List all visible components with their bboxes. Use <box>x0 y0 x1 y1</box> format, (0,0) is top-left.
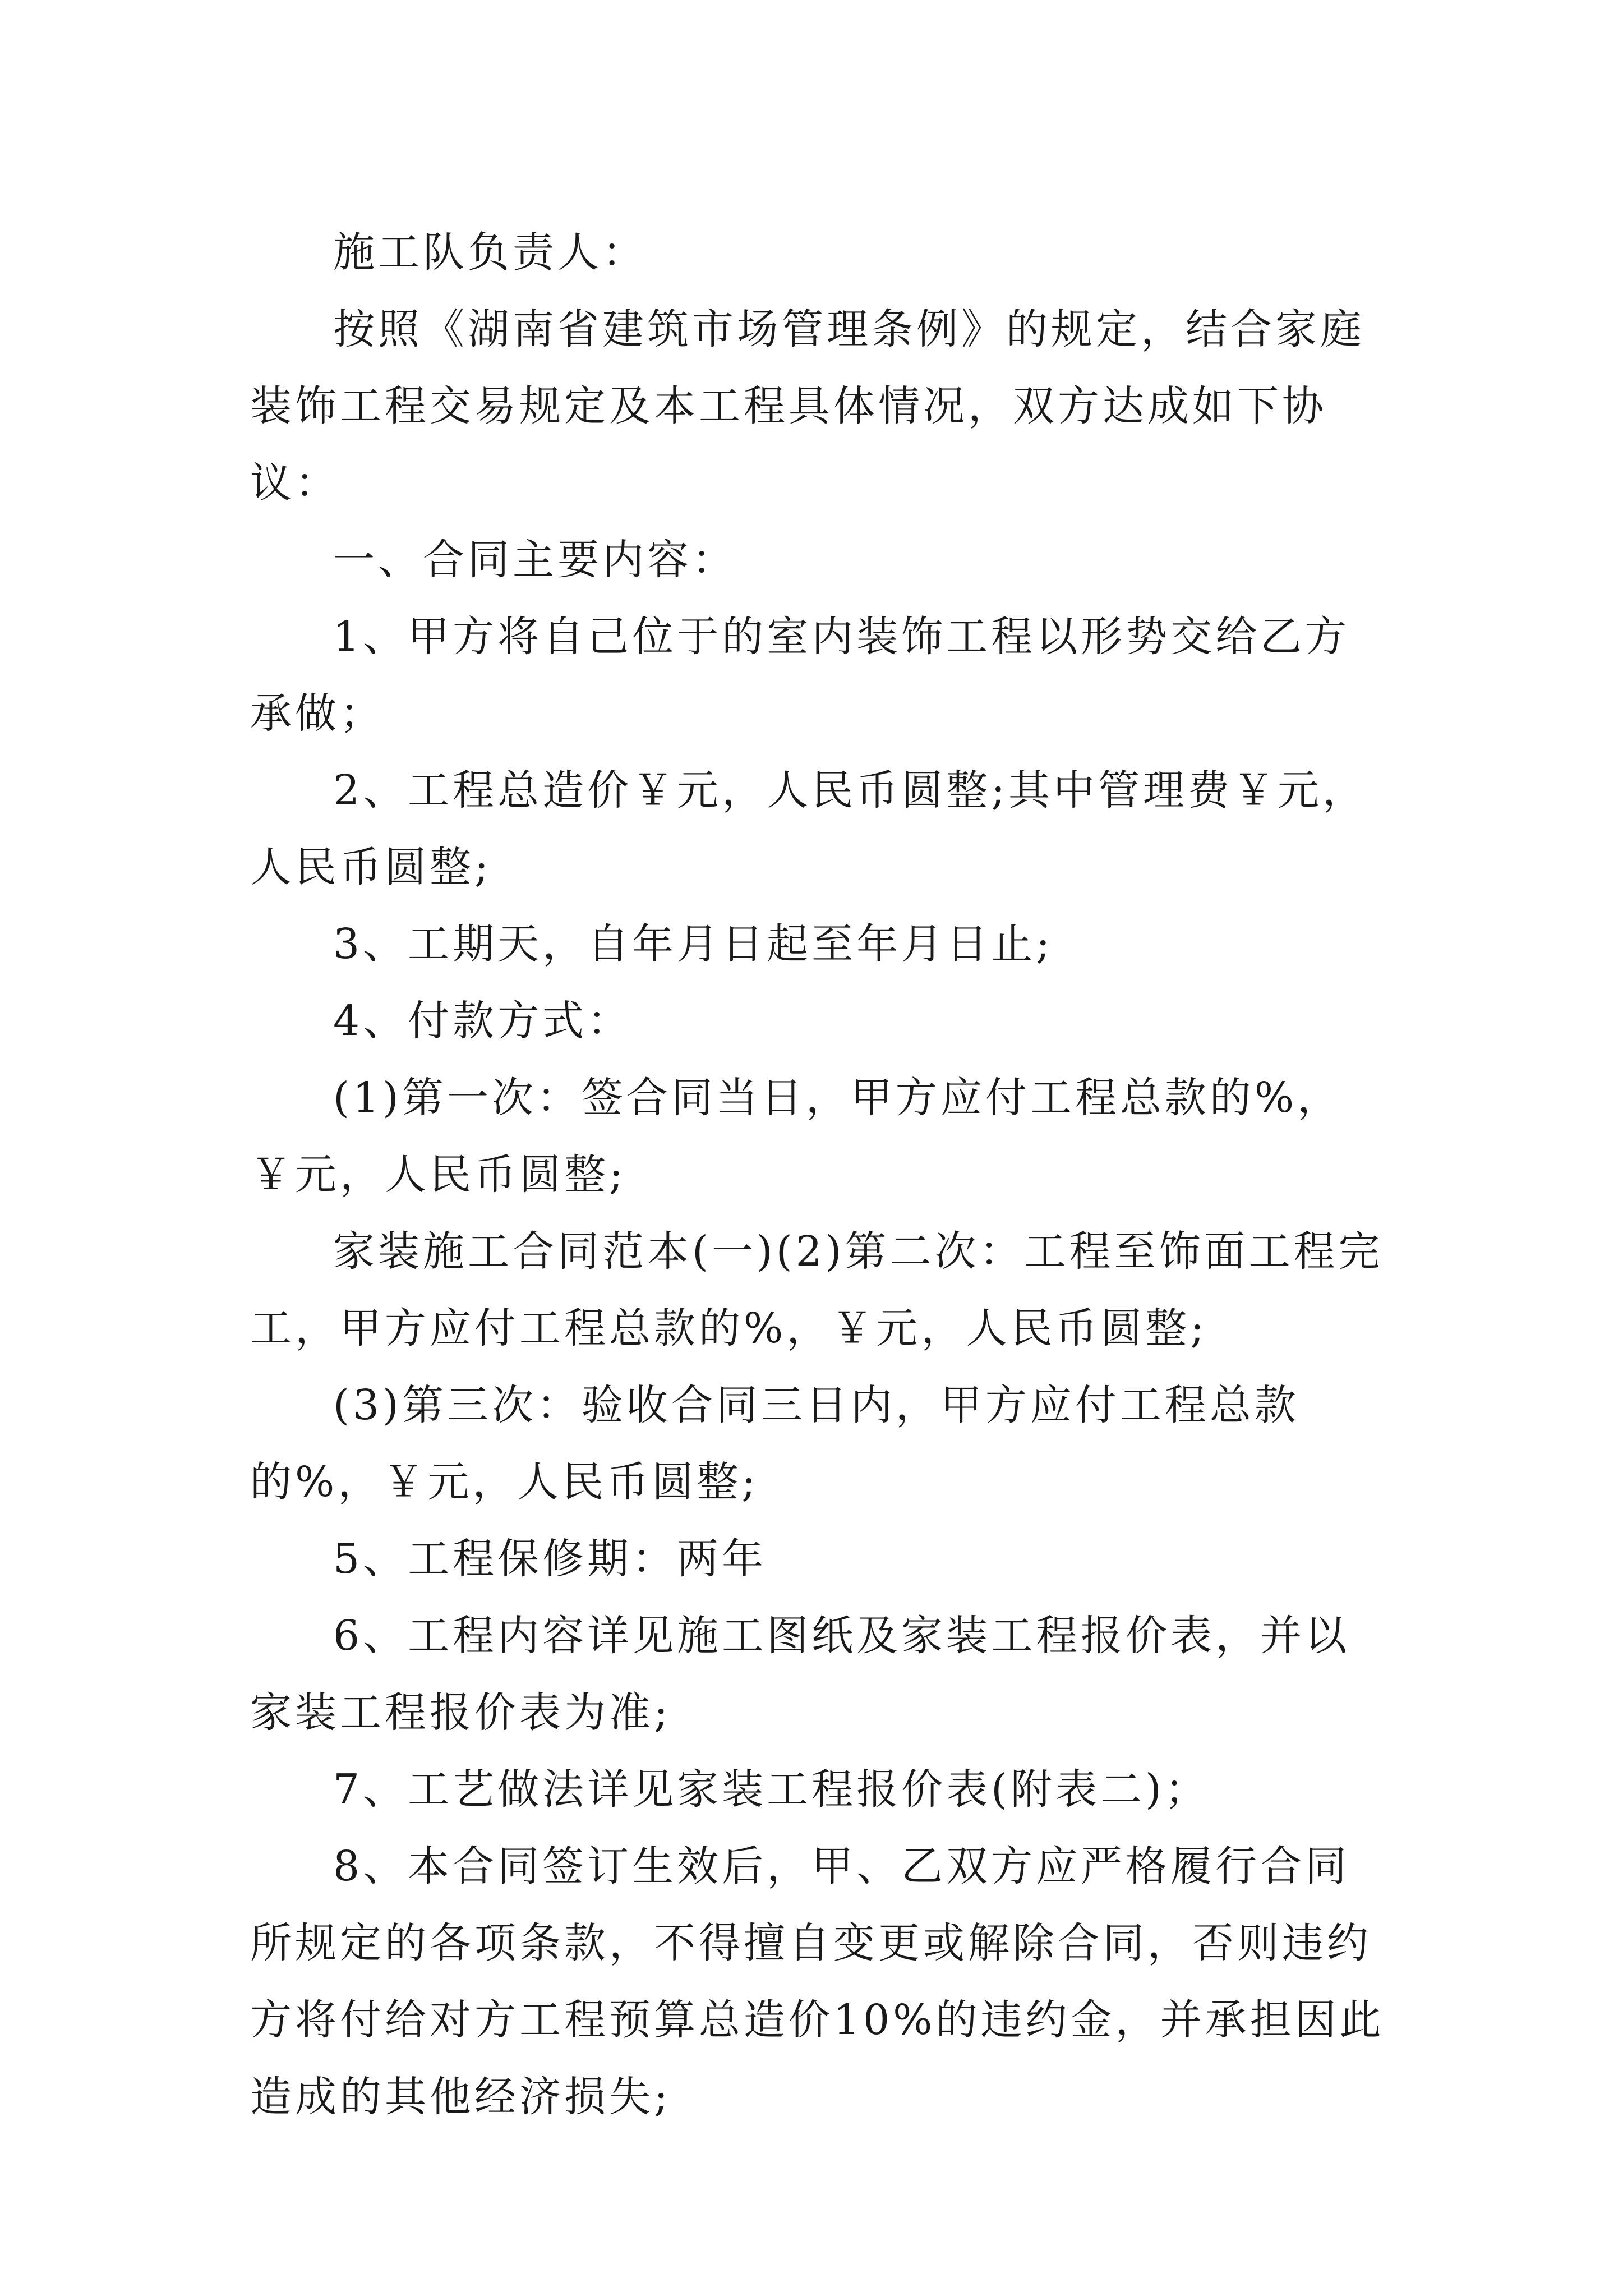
document-body <box>250 214 1389 2136</box>
clause-6: 6、工程内容详见施工图纸及家装工程报价表，并以家装工程报价表为准; <box>250 1612 1350 1737</box>
payment-item-2: 家装施工合同范本(一)(2)第二次：工程至饰面工程完工，甲方应付工程总款的%，￥元，人民币圆整; <box>250 1227 1384 1352</box>
clause-4: 4、付款方式： <box>333 997 633 1045</box>
section-heading-main-content: 一、合同主要内容： <box>333 536 737 584</box>
payment-item-1: (1)第一次：签合同当日，甲方应付工程总款的%，￥元，人民币圆整; <box>250 1074 1343 1199</box>
clause-7: 7、工艺做法详见家装工程报价表(附表二)； <box>333 1765 1210 1814</box>
clause-8: 8、本合同签订生效后，甲、乙双方应严格履行合同所规定的各项条款，不得擅自变更或解除合同，否则违约方将付给对方工程预算总造价10%的违约金，并承担因此造成的其他经济损失; <box>250 1842 1385 2121</box>
paragraph-addressee: 施工队负责人： <box>333 228 647 277</box>
clause-1: 1、甲方将自己位于的室内装饰工程以形势交给乙方承做； <box>250 613 1350 738</box>
clause-2: 2、工程总造价￥元，人民币圆整;其中管理费￥元，人民币圆整; <box>250 766 1368 891</box>
clause-3: 3、工期天，自年月日起至年月日止; <box>333 920 1054 968</box>
clause-5: 5、工程保修期：两年 <box>333 1535 767 1583</box>
paragraph-preamble: 按照《湖南省建筑市场管理条例》的规定，结合家庭装饰工程交易规定及本工程具体情况，双方达成如下协议： <box>250 305 1365 507</box>
payment-item-3: (3)第三次：验收合同三日内，甲方应付工程总款的%，￥元，人民币圆整; <box>250 1381 1299 1506</box>
